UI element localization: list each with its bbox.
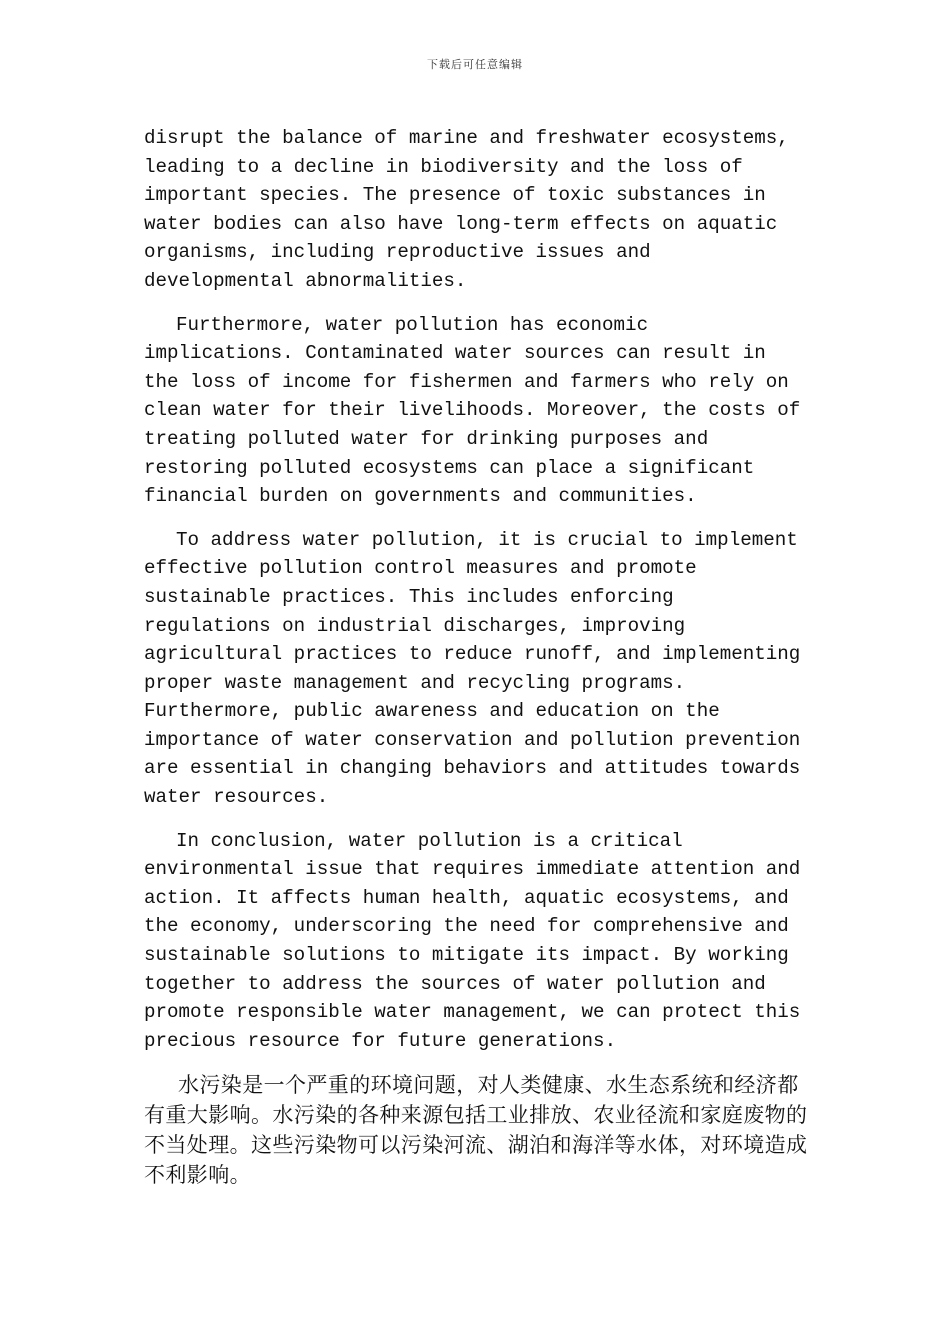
page-header: 下载后可任意编辑 [427, 58, 523, 71]
paragraph-ecosystem-effects: disrupt the balance of marine and freshwater ecosystems, leading to a decline in biodiversity and the loss of important species. The presence of toxic substances in water bodies can also have long-term effects on aquatic organisms, including reproductive issues and developmental abnormalities. [144, 127, 789, 292]
paragraph-addressing-pollution: To address water pollution, it is crucial to implement effective pollution control measures and promote sustainable practices. This includes enforcing regulations on industrial discharges, improving agricultural practices to reduce runoff, and implementing proper waste management and recycling programs. Furthermore, public awareness and education on the importance of water conservation and pollution prevention are essential in changing behaviors and attitudes towards water resources. [144, 528, 801, 809]
paragraph-economic-implications: Furthermore, water pollution has economic implications. Contaminated water sources can result in the loss of income for fishermen and farmers who rely on clean water for their livelihoods. Moreover, the costs of treating polluted water for drinking purposes and restoring polluted ecosystems can place a significant financial burden on governments and communities. [144, 313, 801, 508]
document-body [144, 124, 809, 1190]
paragraph-conclusion: In conclusion, water pollution is a critical environmental issue that requires immediate attention and action. It affects human health, aquatic ecosystems, and the economy, underscoring the need for comprehensive and sustainable solutions to mitigate its impact. By working together to address the sources of water pollution and promote responsible water management, we can protect this precious resource for future generations. [144, 829, 801, 1052]
paragraph-chinese-summary: 水污染是一个严重的环境问题，对人类健康、水生态系统和经济都有重大影响。水污染的各种来源包括工业排放、农业径流和家庭废物的不当处理。这些污染物可以污染河流、湖泊和海洋等水体，对环境造成不利影响。 [144, 1073, 808, 1188]
